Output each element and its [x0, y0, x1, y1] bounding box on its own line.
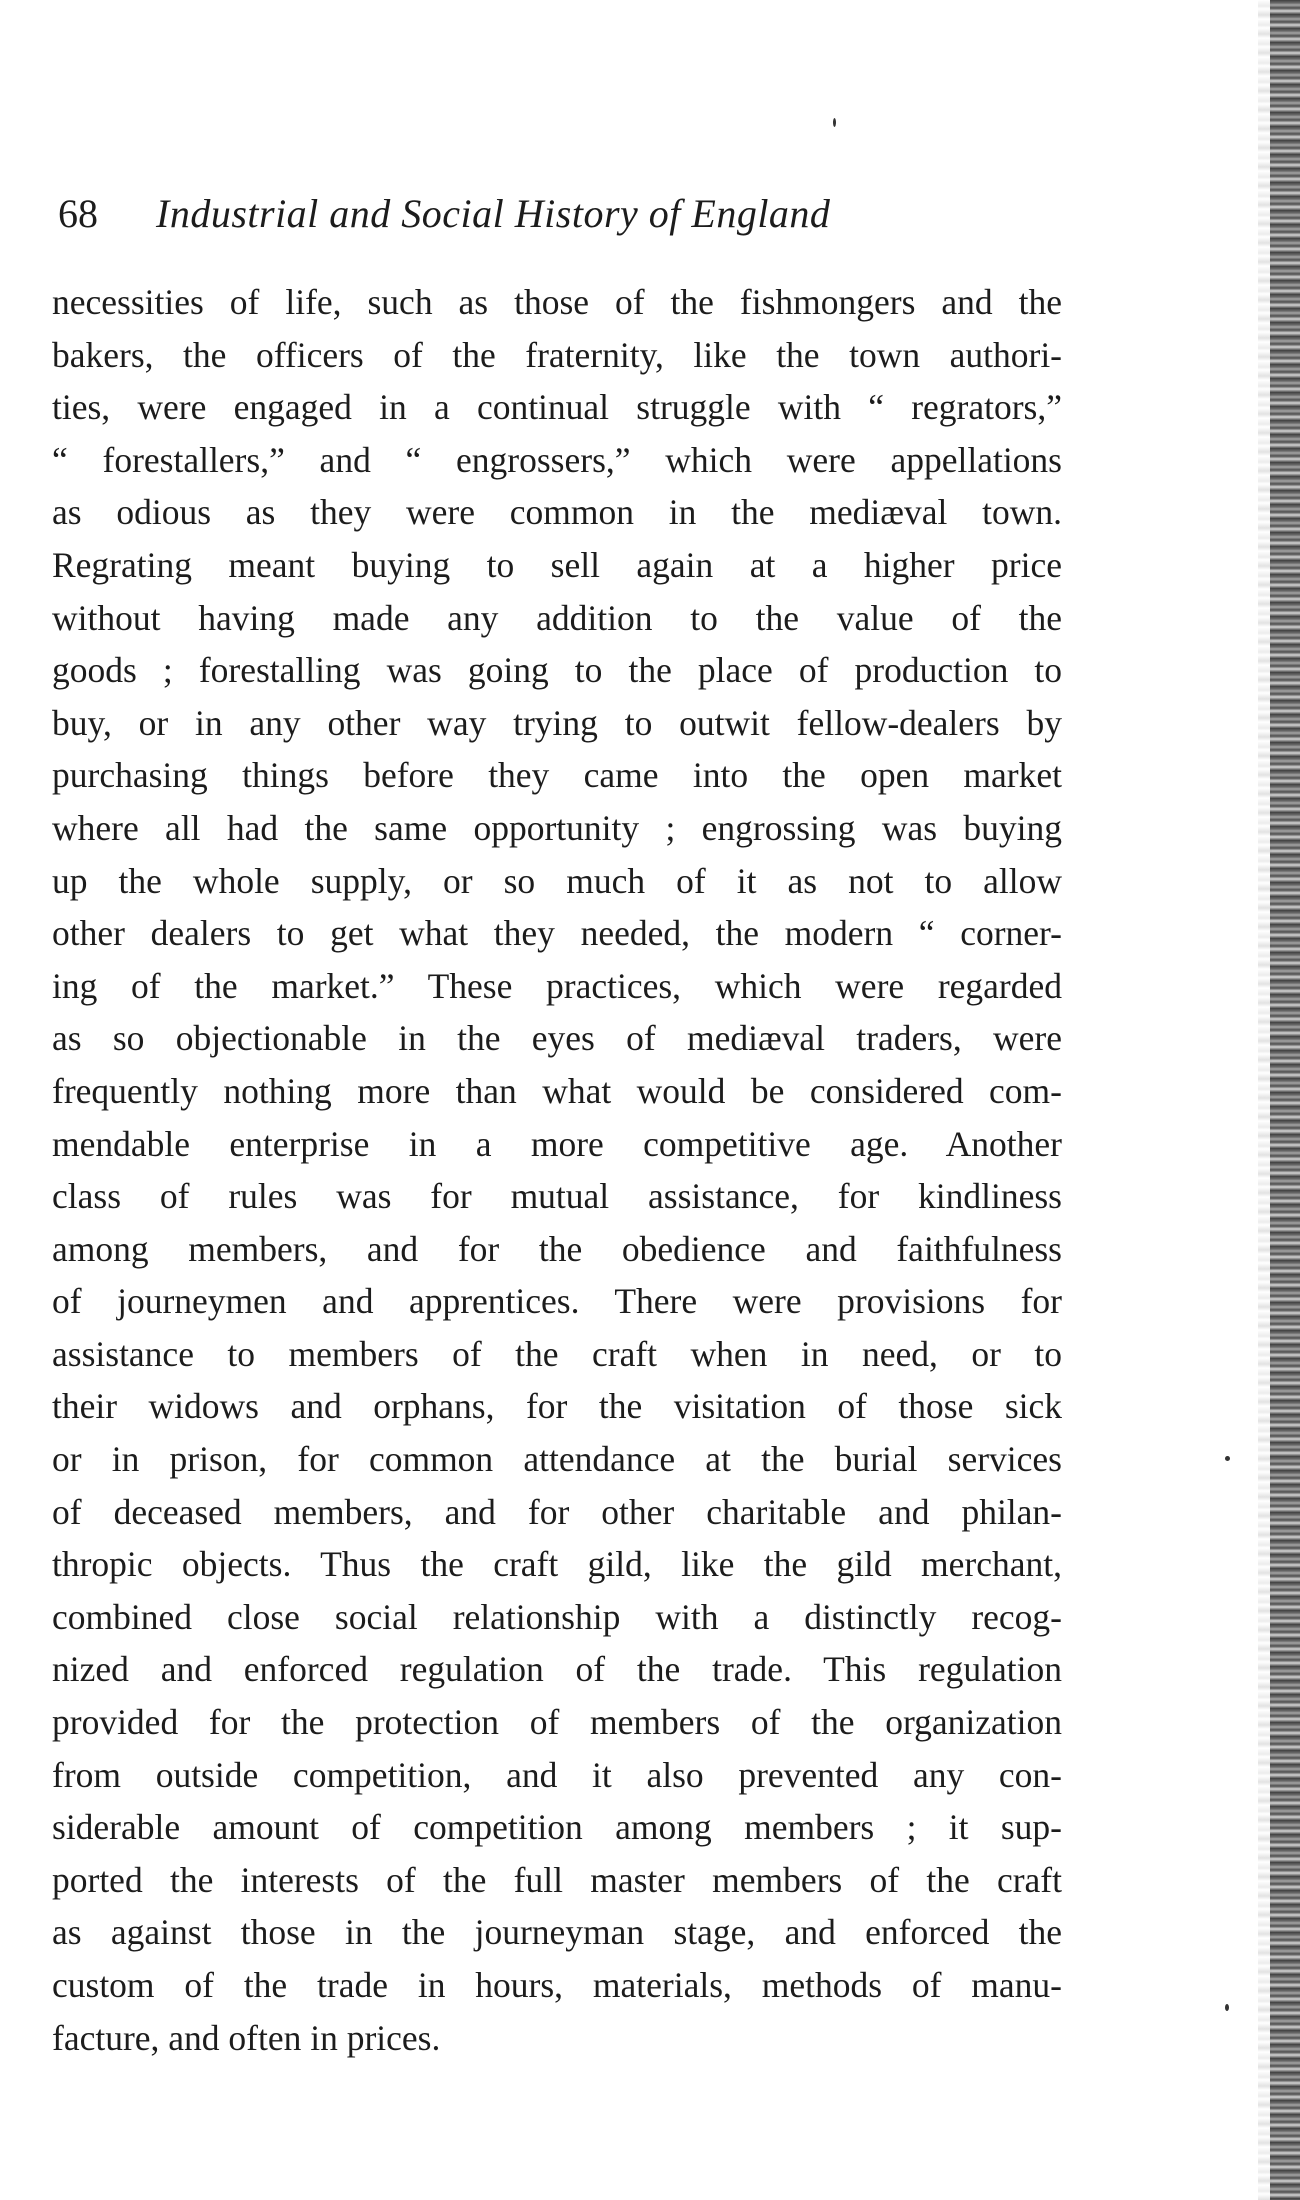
page-number: 68 [58, 191, 98, 236]
text-line: among members, and for the obedience and faithfulness [52, 1228, 1062, 1269]
text-line: ing of the market.” These practices, which were regarded [52, 965, 1062, 1006]
text-line: goods ; forestalling was going to the place of production to [52, 650, 1062, 691]
text-line: class of rules was for mutual assistance, for kindliness [52, 1176, 1062, 1217]
text-line: from outside competition, and it also prevented any con- [52, 1754, 1062, 1795]
text-line: of journeymen and apprentices. There were provisions for [52, 1281, 1062, 1322]
text-line: necessities of life, such as those of the fishmongers and the [52, 282, 1062, 322]
text-line: or in prison, for common attendance at the burial services [52, 1439, 1062, 1480]
text-line: frequently nothing more than what would be considered com- [52, 1070, 1062, 1111]
text-line: provided for the protection of members of the organization [52, 1702, 1062, 1743]
text-line: facture, and often in prices. [52, 2017, 441, 2058]
text-line: custom of the trade in hours, materials, methods of manu- [52, 1965, 1062, 2005]
text-line: up the whole supply, or so much of it as not to allow [52, 860, 1062, 901]
text-line: “ forestallers,” and “ engrossers,” which were appellations [52, 439, 1062, 480]
text-line: other dealers to get what they needed, the modern “ corner- [52, 913, 1062, 954]
text-line: of deceased members, and for other charitable and philan- [52, 1491, 1062, 1532]
text-line: their widows and orphans, for the visitation of those sick [52, 1386, 1062, 1427]
text-line: siderable amount of competition among members ; it sup- [52, 1807, 1062, 1848]
text-line: assistance to members of the craft when in need, or to [52, 1333, 1062, 1374]
text-line: as so objectionable in the eyes of mediæval traders, were [52, 1018, 1062, 1059]
text-line: ported the interests of the full master members of the craft [52, 1859, 1062, 1900]
scan-speck [1225, 2004, 1229, 2011]
text-line: ties, were engaged in a continual struggle with “ regrators,” [52, 387, 1062, 428]
text-line: as against those in the journeyman stage, and enforced the [52, 1912, 1062, 1953]
text-line: combined close social relationship with a distinctly recog- [52, 1596, 1062, 1637]
running-title: Industrial and Social History of England [156, 191, 831, 236]
page-header [58, 184, 1058, 244]
text-line: nized and enforced regulation of the trade. This regulation [52, 1649, 1062, 1690]
text-line: thropic objects. Thus the craft gild, like the gild merchant, [52, 1544, 1062, 1585]
text-line: mendable enterprise in a more competitive age. Another [52, 1123, 1062, 1164]
body-text [52, 276, 1062, 2064]
scan-speck [833, 118, 836, 127]
text-line: Regrating meant buying to sell again at a higher price [52, 544, 1062, 585]
text-line: as odious as they were common in the mediæval town. [52, 492, 1062, 533]
page-edge [1270, 0, 1300, 2200]
text-line: where all had the same opportunity ; engrossing was buying [52, 807, 1062, 848]
text-line: without having made any addition to the value of the [52, 597, 1062, 638]
text-line: buy, or in any other way trying to outwit fellow-dealers by [52, 702, 1062, 743]
text-line: bakers, the officers of the fraternity, like the town authori- [52, 334, 1062, 375]
text-line: purchasing things before they came into the open market [52, 755, 1062, 796]
scan-speck [1225, 1456, 1230, 1461]
